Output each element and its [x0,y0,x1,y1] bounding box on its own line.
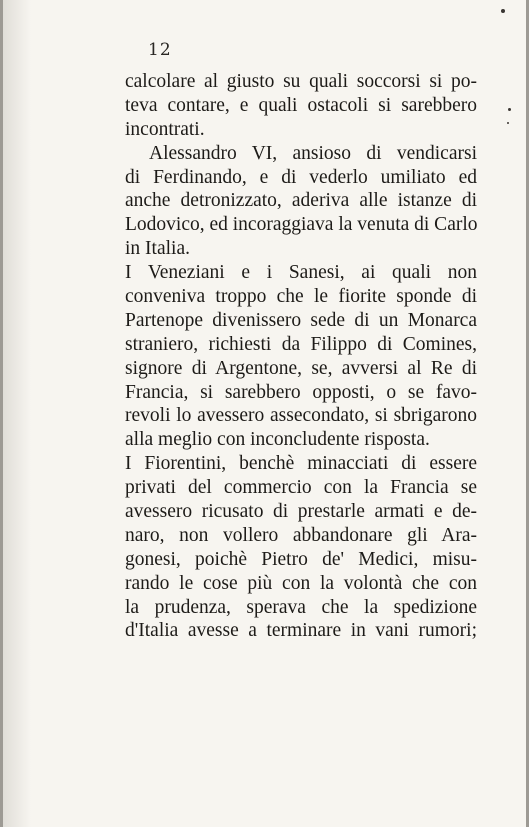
text-line: di Ferdinando, e di vederlo umiliato ed [125,166,477,188]
text-line: anche detronizzato, aderiva alle istanze di [125,190,477,212]
print-speck [507,122,509,124]
text-line: I Veneziani e i Sanesi, ai quali non [125,262,477,284]
text-line: revoli lo avessero assecondato, si sbrigarono [125,405,477,427]
spine-shadow [3,0,31,827]
text-line: alla meglio con inconcludente risposta. [125,429,430,451]
text-line: signore di Argentone, se, avversi al Re di [125,357,477,379]
text-line: rando le cose più con la volontà che con [125,572,477,594]
text-line: Alessandro VI, ansioso di vendicarsi [149,142,477,164]
text-line: in Italia. [125,238,190,260]
text-line: incontrati. [125,118,205,140]
text-line: I Fiorentini, benchè minacciati di essere [125,453,477,475]
text-line: Lodovico, ed incoraggiava la venuta di Carlo [125,214,478,236]
print-speck [501,9,505,13]
text-line: naro, non vollero abbandonare gli Ara- [125,524,477,546]
text-line: d'Italia avesse a terminare in vani rumori; [125,620,477,642]
text-line: gonesi, poichè Pietro de' Medici, misu- [125,548,477,570]
body-text [125,70,477,643]
page-number: 12 [148,40,172,60]
print-speck [508,108,511,111]
text-line: Partenope divenissero sede di un Monarca [125,309,477,331]
text-line: teva contare, e quali ostacoli si sarebbero [125,94,477,116]
text-line: avessero ricusato di prestarle armati e de- [125,501,477,523]
text-line: la prudenza, sperava che la spedizione [125,596,477,618]
text-line: straniero, richiesti da Filippo di Comines, [125,333,477,355]
text-line: calcolare al giusto su quali soccorsi si po- [125,71,477,92]
text-line: privati del commercio con la Francia se [125,477,477,499]
text-line: Francia, si sarebbero opposti, o se favo- [125,381,477,403]
text-line: conveniva troppo che le fiorite sponde di [125,286,477,308]
